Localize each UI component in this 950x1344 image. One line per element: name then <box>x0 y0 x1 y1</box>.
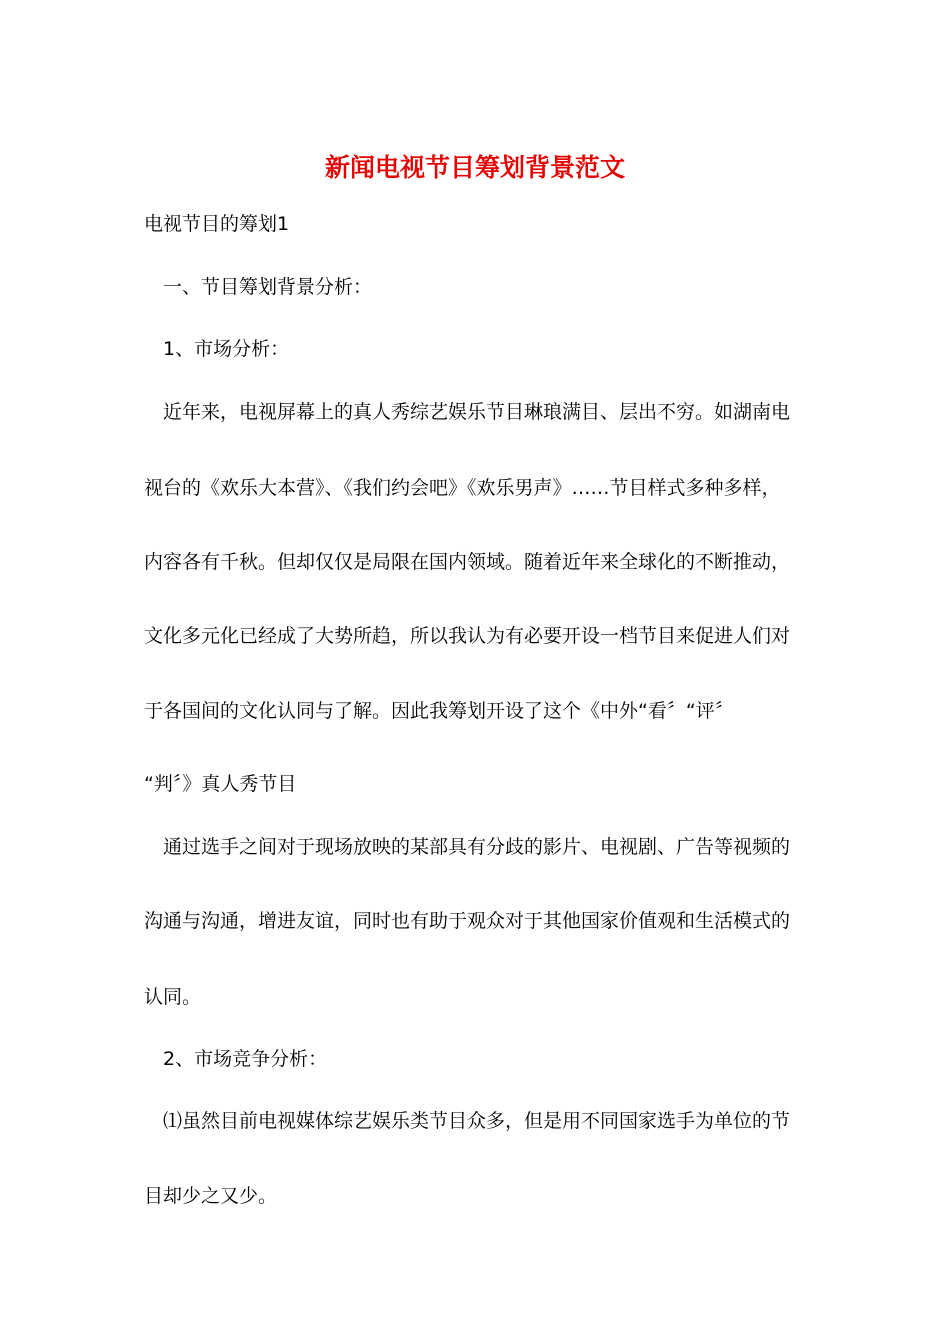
paragraph-line: 通过选手之间对于现场放映的某部具有分歧的影片、电视剧、广告等视频的 <box>163 836 791 858</box>
subsection-heading: 一、节目筹划背景分析： <box>163 276 373 298</box>
paragraph-line: ⑴虽然目前电视媒体综艺娱乐类节目众多，但是用不同国家选手为单位的节 <box>163 1110 791 1132</box>
paragraph-line: “判〞》真人秀节目 <box>144 773 297 795</box>
paragraph-line: 目却少之又少。 <box>144 1185 278 1207</box>
subsection-heading: 2、市场竞争分析： <box>163 1048 328 1070</box>
paragraph-line: 视台的《欢乐大本营》、《我们约会吧》《欢乐男声》……节目样式多种多样， <box>144 477 781 499</box>
paragraph-line: 认同。 <box>144 986 202 1008</box>
paragraph-line: 近年来，电视屏幕上的真人秀综艺娱乐节目琳琅满目、层出不穷。如湖南电 <box>163 401 791 423</box>
paragraph-line: 文化多元化已经成了大势所趋，所以我认为有必要开设一档节目来促进人们对 <box>144 625 791 647</box>
document-title: 新闻电视节目筹划背景范文 <box>324 153 625 182</box>
subsection-heading: 1、市场分析： <box>163 338 290 360</box>
paragraph-line: 沟通与沟通，增进友谊，同时也有助于观众对于其他国家价值观和生活模式的 <box>144 910 791 932</box>
paragraph-line: 于各国间的文化认同与了解。因此我筹划开设了这个《中外“看〞“评〞 <box>144 700 734 722</box>
section-heading: 电视节目的筹划1 <box>144 213 290 235</box>
paragraph-line: 内容各有千秋。但却仅仅是局限在国内领域。随着近年来全球化的不断推动， <box>144 551 791 573</box>
